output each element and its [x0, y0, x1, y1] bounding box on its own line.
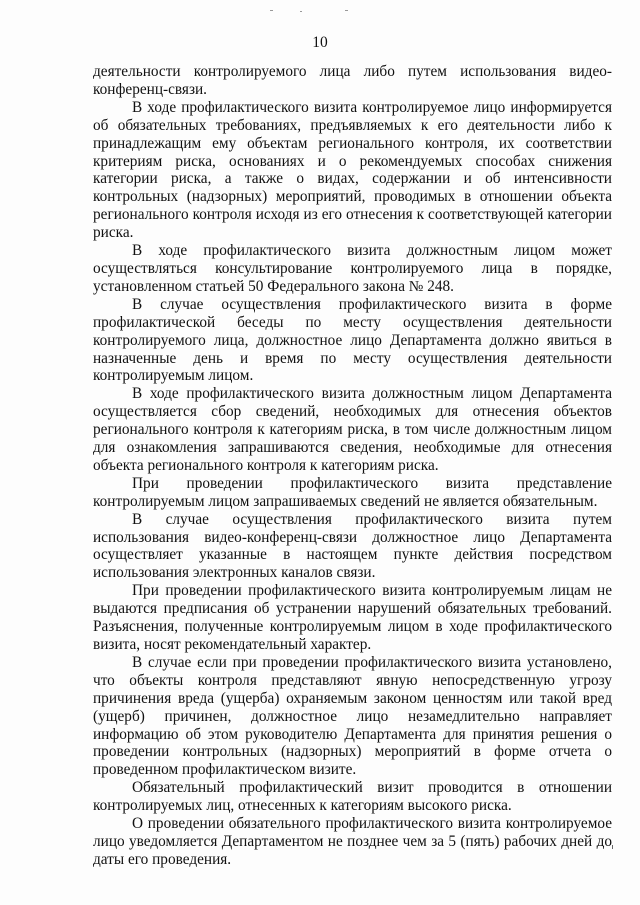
paragraph: В случае если при проведении профилактического визита установлено, что объекты контроля представляют явную непосредственную угрозу причинения вреда (ущерба) охраняемым законом ценностям или такой вред (ущерб) причинен, должностное лицо незамедлительно направляет информацию об этом руководителю Департамента для принятия решения о проведении контрольных (надзорных) мероприятий в форме отчета о проведенном профилактическом визите. [93, 653, 612, 779]
paragraph: В случае осуществления профилактического визита в форме профилактической беседы по месту осуществления деятельности контролируемого лица, должностное лицо Департамента должно явиться в назначенные день и время по месту осуществления деятельности контролируемым лицом. [93, 295, 612, 385]
paragraph: При проведении профилактического визита контролируемым лицам не выдаются предписания об устранении нарушений обязательных требований. Разъяснения, полученные контролируемым лицом в ходе профилактического визита, носят рекомендательный характер. [93, 582, 612, 653]
paragraph: Обязательный профилактический визит проводится в отношении контролируемых лиц, отнесенных к категориям высокого риска. [93, 779, 612, 815]
paragraph: деятельности контролируемого лица либо путем использования видео-конференц-связи. [93, 63, 612, 98]
body-text [93, 63, 612, 869]
page-number: 10 [312, 34, 328, 51]
scan-artifact [612, 845, 613, 849]
scan-artifact [300, 11, 302, 12]
paragraph: В ходе профилактического визита должностным лицом Департамента осуществляется сбор сведений, необходимых для отнесения объектов регионального контроля к категориям риска, в том числе должностным лицом для ознакомления запрашиваются сведения, необходимые для отнесения объекта регионального контроля к категориям риска. [93, 385, 612, 474]
paragraph: При проведении профилактического визита представление контролируемым лицом запрашиваемых сведений не является обязательным. [93, 474, 612, 510]
scan-artifact [270, 10, 273, 11]
paragraph: О проведении обязательного профилактического визита контролируемое лицо уведомляется Департаментом не позднее чем за 5 (пять) рабочих дней до даты его проведения. [93, 815, 612, 868]
paragraph: В ходе профилактического визита контролируемое лицо информируется об обязательных требованиях, предъявляемых к его деятельности либо к принадлежащим ему объектам регионального контроля, их соответствии критериям риска, основаниях и о рекомендуемых способах снижения категории риска, а также о видах, содержании и об интенсивности контрольных (надзорных) мероприятий, проводимых в отношении объекта регионального контроля исходя из его отнесения к соответствующей категории риска. [93, 98, 612, 242]
scan-artifact [345, 10, 348, 11]
paragraph: В ходе профилактического визита должностным лицом может осуществляться консультирование контролируемого лица в порядке, установленном статьей 50 Федерального закона № 248. [93, 242, 612, 295]
paragraph: В случае осуществления профилактического визита путем использования видео-конференц-связи должностное лицо Департамента осуществляет указанные в настоящем пункте действия посредством использования электронных каналов связи. [93, 510, 612, 582]
